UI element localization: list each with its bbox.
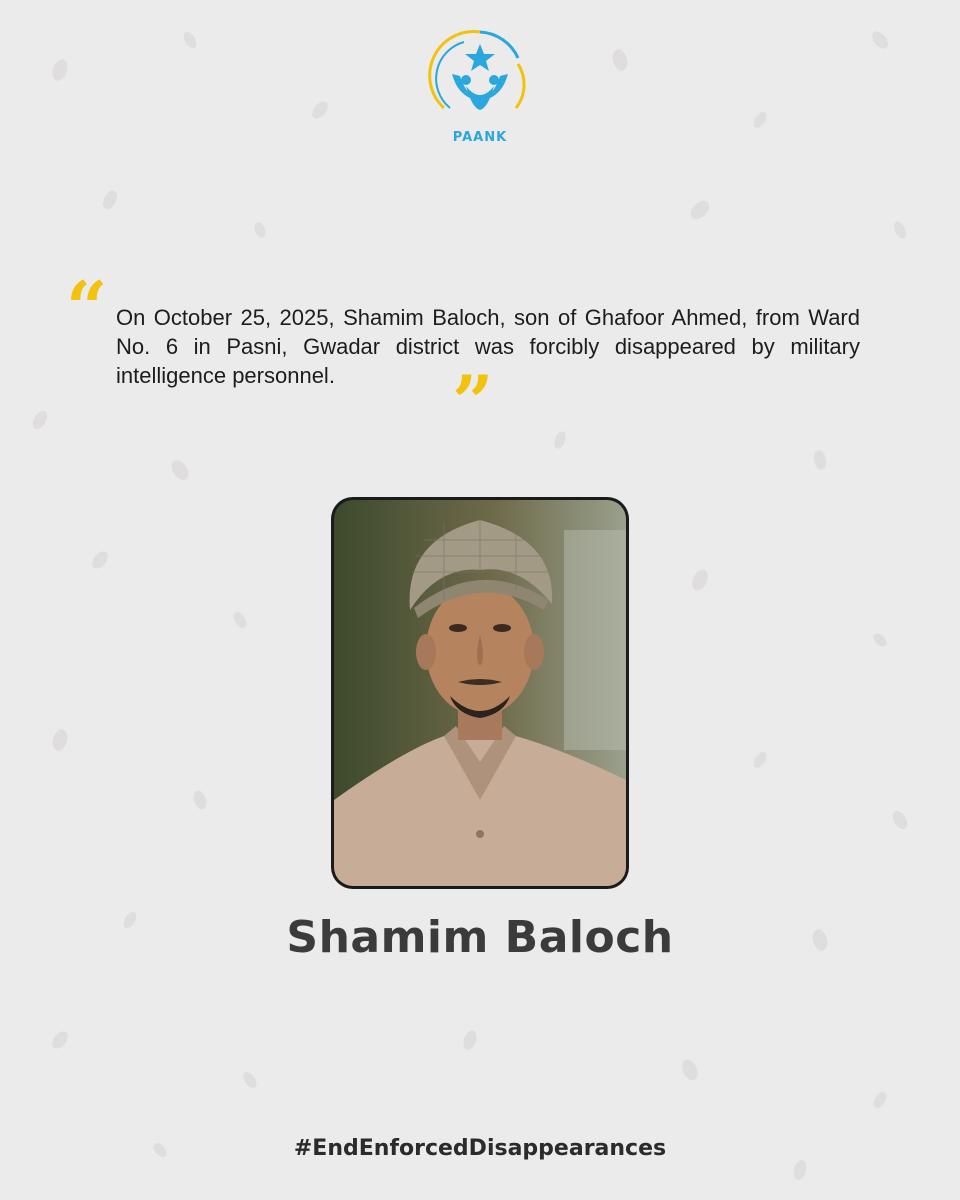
closing-quote-mark: ”: [452, 359, 494, 444]
person-name: Shamim Baloch: [286, 912, 674, 963]
logo-text: PAANK: [452, 130, 508, 145]
star-two-figures-wreath-logo-icon: [424, 24, 536, 130]
paank-logo: [424, 24, 536, 154]
opening-quote-mark: “: [66, 265, 108, 350]
portrait-photo-icon: [334, 500, 626, 886]
portrait-photo-frame: [331, 497, 629, 889]
campaign-hashtag: #EndEnforcedDisappearances: [293, 1136, 667, 1161]
statement-text: On October 25, 2025, Shamim Baloch, son of Ghafoor Ahmed, from Ward No. 6 in Pasni, Gwadar district was forcibly disappeared by military intelligence personnel.: [116, 305, 860, 388]
